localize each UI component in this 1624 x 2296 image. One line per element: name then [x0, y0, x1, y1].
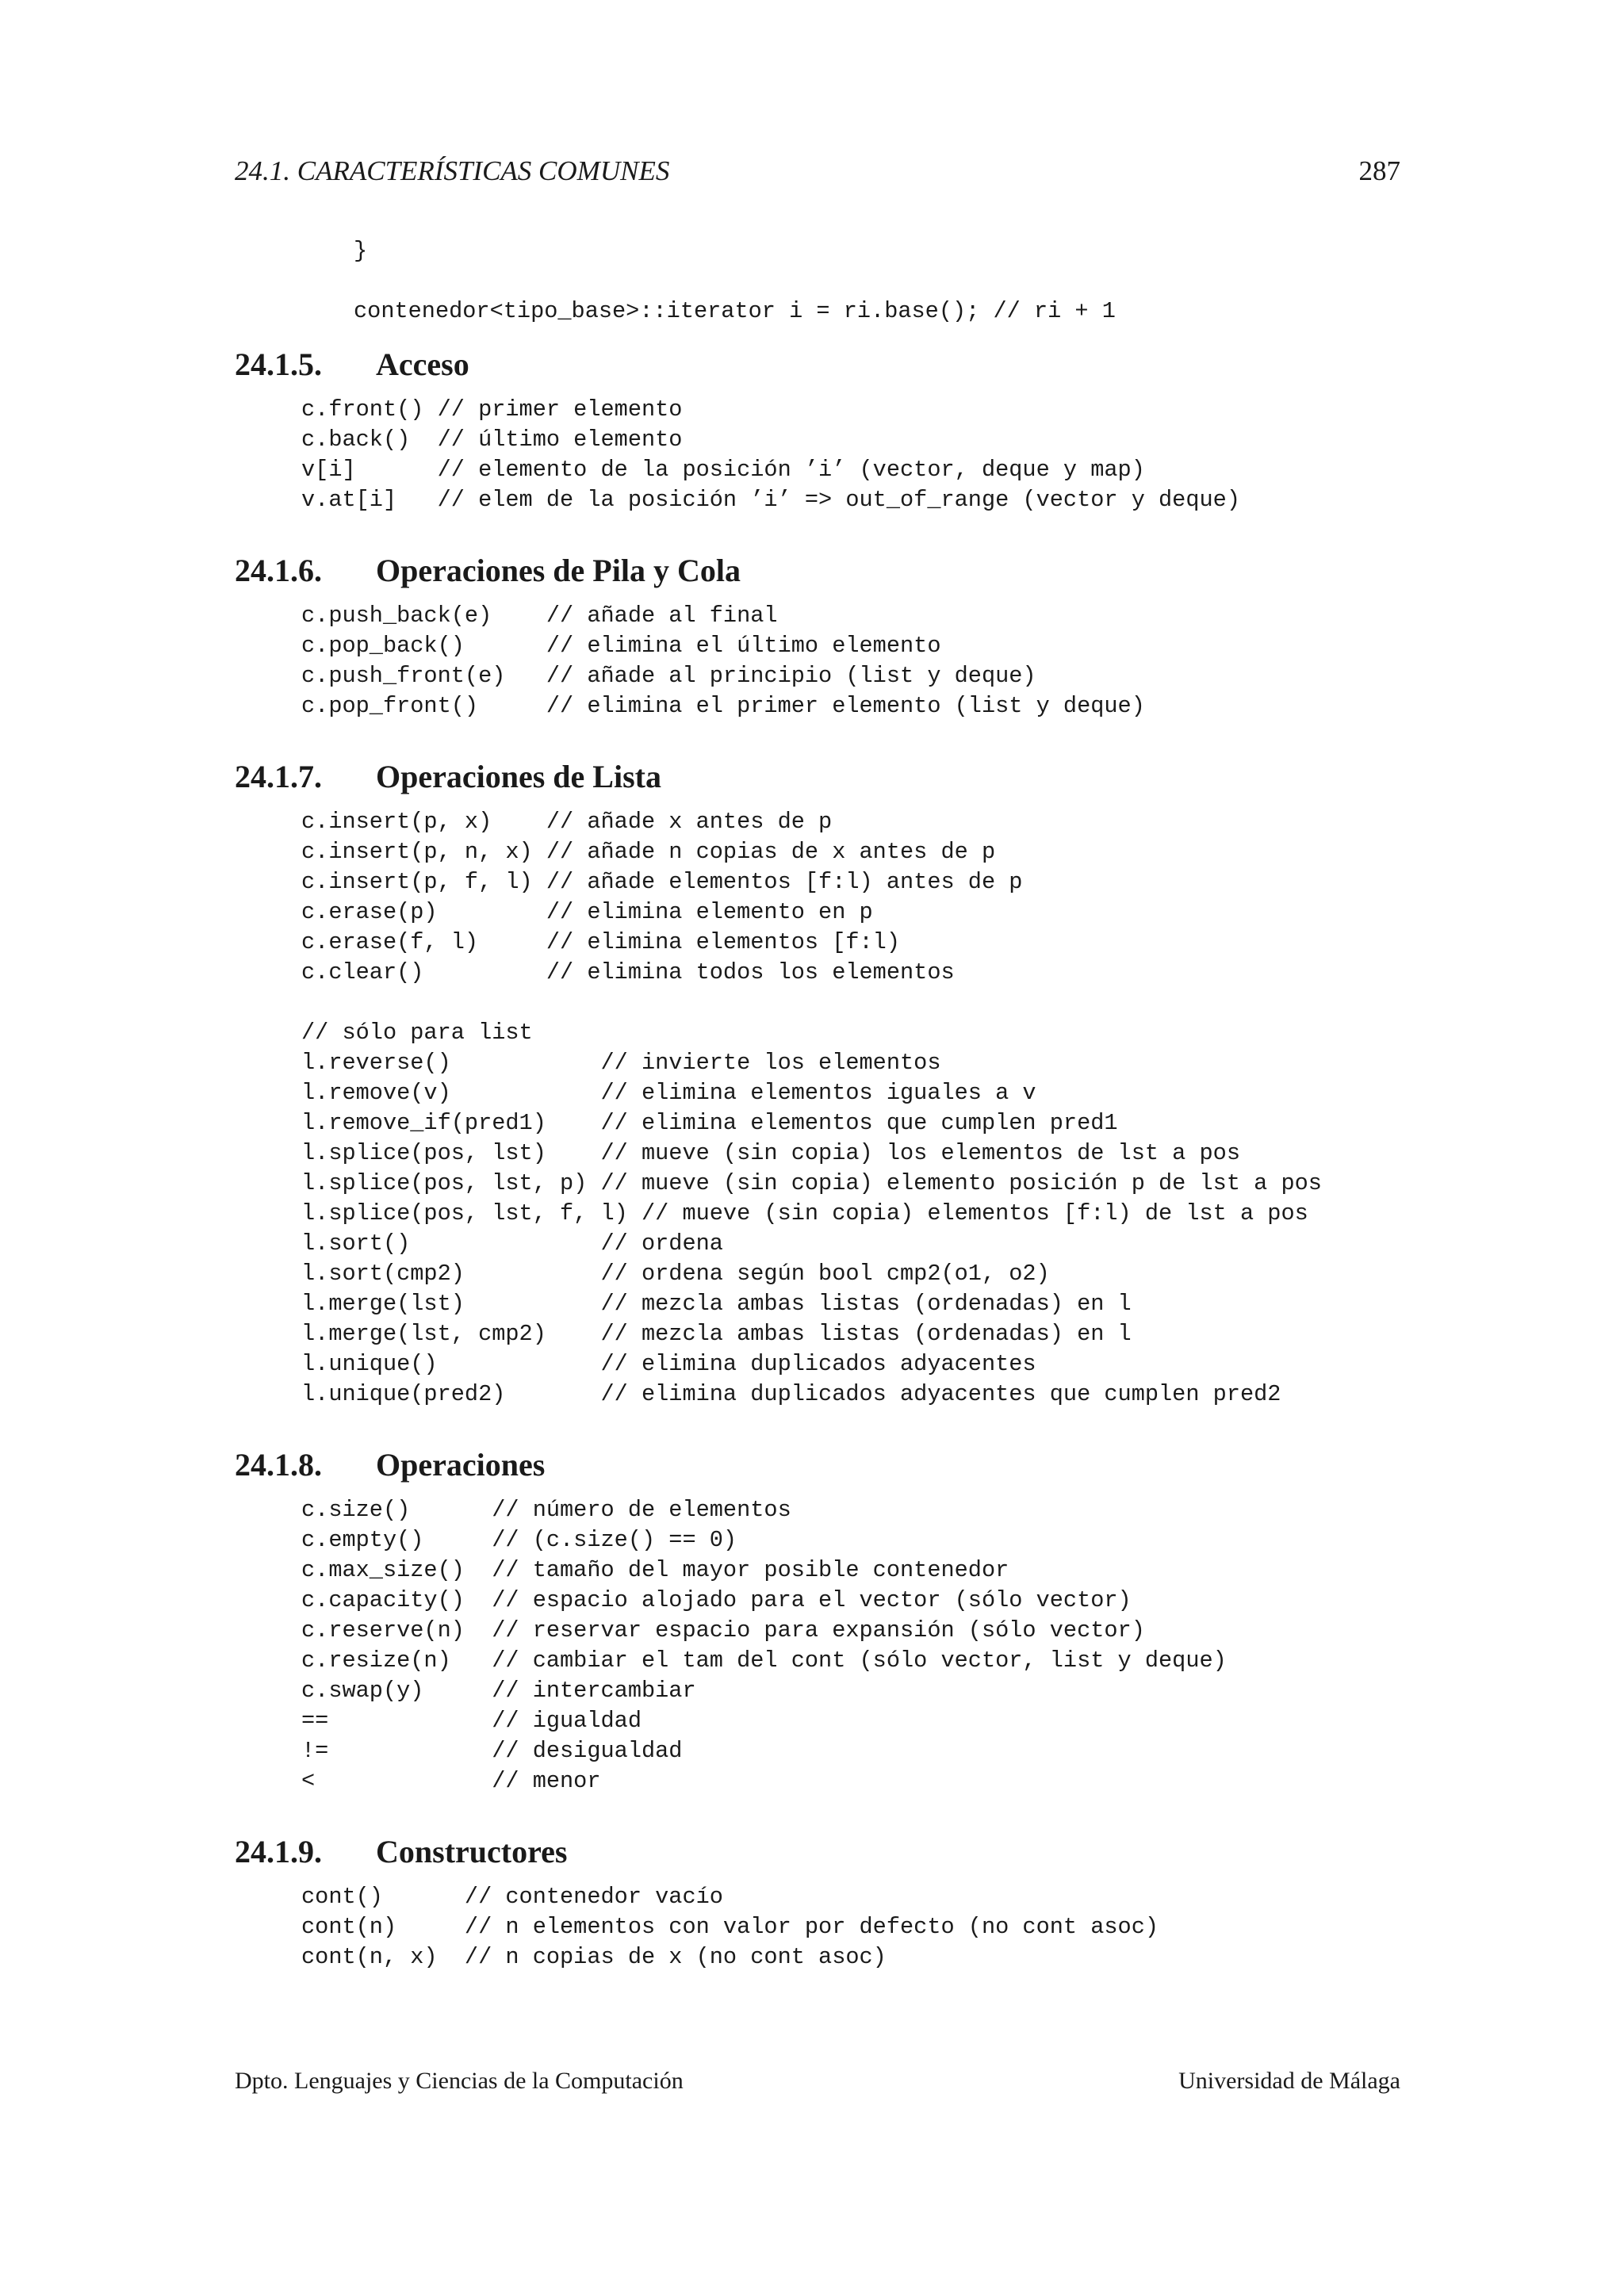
section-title-text: Constructores: [376, 1834, 568, 1869]
code-line: c.resize(n) // cambiar el tam del cont (sólo vector, list y deque): [301, 1647, 1227, 1674]
section-title-text: Operaciones: [376, 1447, 546, 1483]
section-number: 24.1.7.: [235, 759, 322, 794]
footer-university: Universidad de Málaga: [1178, 2068, 1400, 2094]
code-line: c.insert(p, f, l) // añade elementos [f:l) antes de p: [301, 869, 1023, 895]
code-line: c.clear() // elimina todos los elementos: [301, 959, 955, 985]
code-line: l.splice(pos, lst) // mueve (sin copia) los elementos de lst a pos: [301, 1140, 1240, 1166]
code-line: l.remove_if(pred1) // elimina elementos que cumplen pred1: [301, 1110, 1118, 1136]
code-line: c.insert(p, n, x) // añade n copias de x antes de p: [301, 839, 996, 865]
code-line: l.sort(cmp2) // ordena según bool cmp2(o1, o2): [301, 1261, 1050, 1287]
section-title-text: Operaciones de Lista: [376, 759, 661, 794]
section-heading: [235, 1833, 1400, 1871]
code-line: c.pop_back() // elimina el último elemento: [301, 633, 941, 659]
code-line: c.erase(p) // elimina elemento en p: [301, 899, 873, 925]
code-line: cont(n, x) // n copias de x (no cont asoc): [301, 1944, 887, 1970]
page-number: 287: [1358, 155, 1400, 186]
section-heading: [235, 552, 1400, 590]
code-block: [235, 1882, 1400, 1973]
code-block: [235, 1495, 1400, 1797]
code-line: c.size() // número de elementos: [301, 1497, 791, 1523]
code-line: l.splice(pos, lst, f, l) // mueve (sin copia) elementos [f:l) de lst a pos: [301, 1200, 1308, 1226]
code-line: l.unique(pred2) // elimina duplicados adyacentes que cumplen pred2: [301, 1381, 1281, 1407]
code-block: [235, 601, 1400, 721]
code-line: l.merge(lst, cmp2) // mezcla ambas listas (ordenadas) en l: [301, 1321, 1132, 1347]
code-line: c.push_back(e) // añade al final: [301, 603, 778, 629]
code-line: l.sort() // ordena: [301, 1230, 723, 1257]
section-heading: [235, 346, 1400, 384]
code-line: l.reverse() // invierte los elementos: [301, 1050, 941, 1076]
code-line: l.splice(pos, lst, p) // mueve (sin copia) elemento posición p de lst a pos: [301, 1170, 1322, 1196]
code-line: c.push_front(e) // añade al principio (list y deque): [301, 663, 1036, 689]
code-line: }: [354, 238, 368, 264]
code-line: < // menor: [301, 1768, 601, 1794]
section-title-text: Operaciones de Pila y Cola: [376, 553, 741, 588]
section-heading: [235, 1446, 1400, 1484]
code-block: [235, 807, 1400, 988]
page-content: [235, 236, 1400, 1973]
code-line: l.unique() // elimina duplicados adyacentes: [301, 1351, 1036, 1377]
code-line: v.at[i] // elem de la posición ’i’ => out_of_range (vector y deque): [301, 487, 1240, 513]
code-line: c.erase(f, l) // elimina elementos [f:l): [301, 929, 900, 955]
code-line: contenedor<tipo_base>::iterator i = ri.base(); // ri + 1: [354, 298, 1116, 324]
code-line: cont() // contenedor vacío: [301, 1884, 723, 1910]
code-line: c.capacity() // espacio alojado para el vector (sólo vector): [301, 1587, 1132, 1613]
section-number: 24.1.6.: [235, 553, 322, 588]
page-header: [235, 155, 1400, 197]
code-line: [354, 266, 1400, 297]
running-title: 24.1. CARACTERÍSTICAS COMUNES: [235, 155, 670, 186]
code-line: c.max_size() // tamaño del mayor posible contenedor: [301, 1557, 1009, 1583]
code-block: [235, 395, 1400, 515]
code-line: c.pop_front() // elimina el primer elemento (list y deque): [301, 693, 1145, 719]
code-line: cont(n) // n elementos con valor por defecto (no cont asoc): [301, 1914, 1159, 1940]
code-line: l.remove(v) // elimina elementos iguales a v: [301, 1080, 1036, 1106]
code-line: c.insert(p, x) // añade x antes de p: [301, 809, 833, 835]
code-line: c.front() // primer elemento: [301, 396, 683, 423]
section-number: 24.1.5.: [235, 346, 322, 382]
code-block: [235, 1018, 1400, 1410]
footer-department: Dpto. Lenguajes y Ciencias de la Computación: [235, 2068, 684, 2094]
code-line: == // igualdad: [301, 1708, 642, 1734]
code-line: c.empty() // (c.size() == 0): [301, 1527, 737, 1553]
code-line: c.back() // último elemento: [301, 427, 683, 453]
section-title-text: Acceso: [376, 346, 469, 382]
code-line: c.swap(y) // intercambiar: [301, 1678, 696, 1704]
section-heading: [235, 758, 1400, 796]
code-line: v[i] // elemento de la posición ’i’ (vector, deque y map): [301, 457, 1145, 483]
section-number: 24.1.8.: [235, 1447, 322, 1483]
section-number: 24.1.9.: [235, 1834, 322, 1869]
intro-code-block: [235, 236, 1400, 327]
page-footer: [235, 2068, 1400, 2104]
code-line: != // desigualdad: [301, 1738, 683, 1764]
code-line: l.merge(lst) // mezcla ambas listas (ordenadas) en l: [301, 1291, 1132, 1317]
code-line: // sólo para list: [301, 1020, 533, 1046]
code-line: c.reserve(n) // reservar espacio para expansión (sólo vector): [301, 1617, 1145, 1644]
